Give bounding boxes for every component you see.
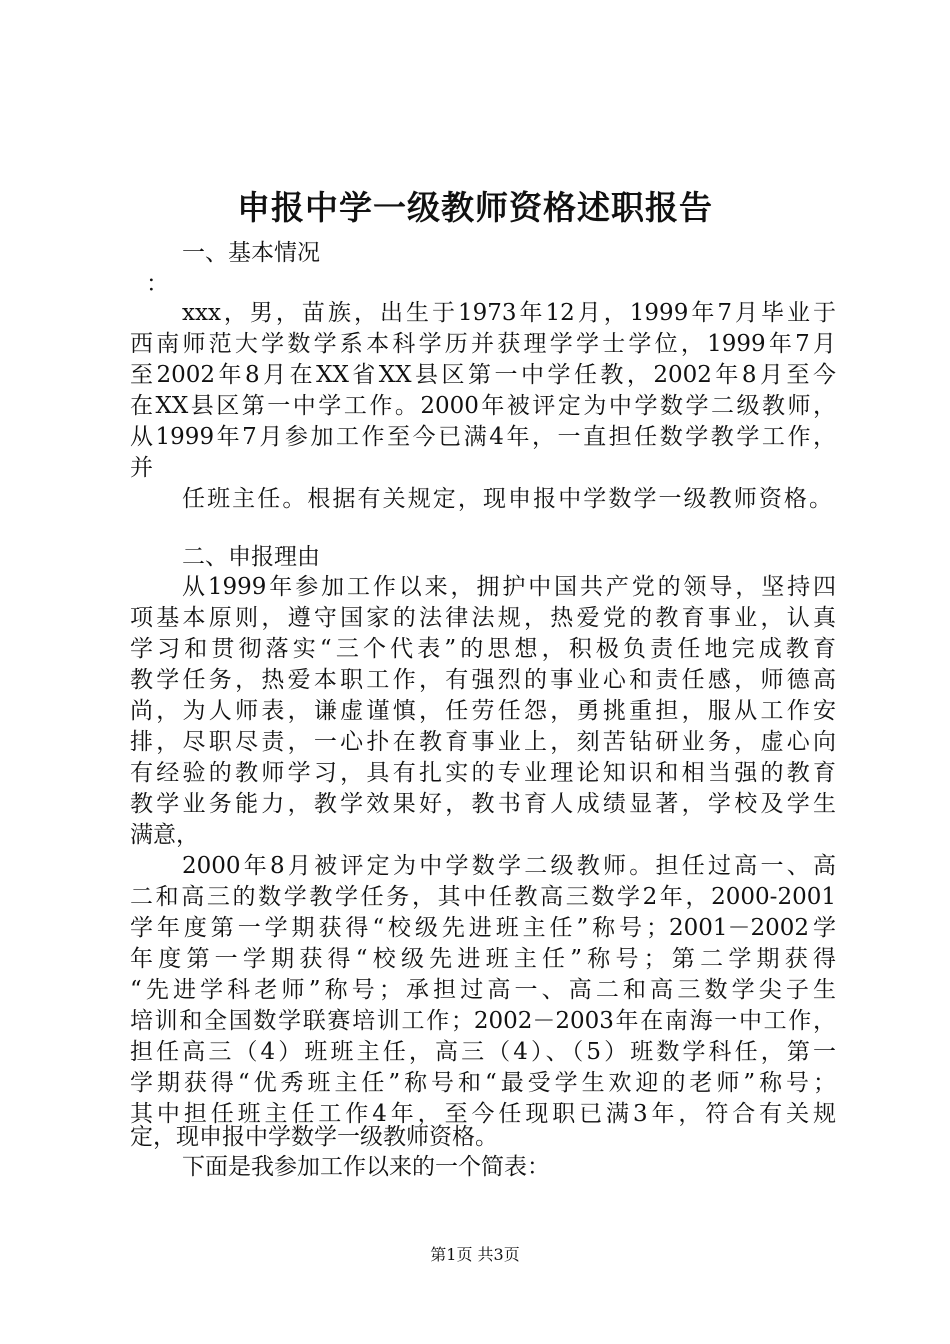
paragraph-line: xxx，男，苗族，出生于1973年12月，1999年7月毕业于 [182,300,836,326]
document-title: 申报中学一级教师资格述职报告 [237,188,713,227]
section-heading-reason: 二、申报理由 [182,544,320,570]
paragraph-line: 至2002年8月在XX省XX县区第一中学任教，2002年8月至今 [130,362,836,388]
paragraph-line: 排，尽职尽责，一心扑在教育事业上，刻苦钻研业务，虚心向 [130,729,836,755]
paragraph-line: “先进学科老师”称号；承担过高一、高二和高三数学尖子生 [130,977,836,1003]
paragraph-line: 满意， [130,822,199,848]
paragraph-line: 有经验的教师学习，具有扎实的专业理论知识和相当强的教育 [130,760,836,786]
paragraph-line: 学期获得“优秀班主任”称号和“最受学生欢迎的老师”称号； [130,1070,836,1096]
paragraph-line: 教学任务，热爱本职工作，有强烈的事业心和责任感，师德高 [130,667,836,693]
paragraph-line: 从1999年参加工作以来，拥护中国共产党的领导，坚持四 [182,574,836,600]
paragraph-line: 二和高三的数学教学任务，其中任教高三数学2年，2000-2001 [130,884,836,910]
paragraph-line: 尚，为人师表，谦虚谨慎，任劳任怨，勇挑重担，服从工作安 [130,698,836,724]
page-number-footer: 第1页 共3页 [430,1245,520,1264]
paragraph-line: 2000年8月被评定为中学数学二级教师。担任过高一、高 [182,853,836,879]
paragraph-line: 下面是我参加工作以来的一个简表： [182,1154,550,1180]
paragraph-line: 担任高三（4）班班主任，高三（4）、（5）班数学科任，第一 [130,1039,836,1065]
paragraph-line: 学年度第一学期获得“校级先进班主任”称号；2001－2002学 [130,915,836,941]
paragraph-line: 任班主任。根据有关规定，现申报中学数学一级教师资格。 [182,486,832,512]
paragraph-line: 定，现申报中学数学一级教师资格。 [130,1124,498,1150]
paragraph-line: 并 [130,455,153,481]
paragraph-line: 在XX县区第一中学工作。2000年被评定为中学数学二级教师， [130,393,836,419]
paragraph-line: 教学业务能力，教学效果好，教书育人成绩显著，学校及学生 [130,791,836,817]
paragraph-line: 年度第一学期获得“校级先进班主任”称号；第二学期获得 [130,946,836,972]
section-colon: ： [146,271,169,297]
paragraph-line: 项基本原则，遵守国家的法律法规，热爱党的教育事业，认真 [130,605,836,631]
paragraph-line: 其中担任班主任工作4年，至今任现职已满3年，符合有关规 [130,1101,836,1127]
paragraph-line: 学习和贯彻落实“三个代表”的思想，积极负责任地完成教育 [130,636,836,662]
paragraph-line: 培训和全国数学联赛培训工作；2002－2003年在南海一中工作， [130,1008,836,1034]
paragraph-line: 从1999年7月参加工作至今已满4年，一直担任数学教学工作， [130,424,836,450]
paragraph-line: 西南师范大学数学系本科学历并获理学学士学位，1999年7月 [130,331,836,357]
section-heading-basic: 一、基本情况 [182,240,320,266]
